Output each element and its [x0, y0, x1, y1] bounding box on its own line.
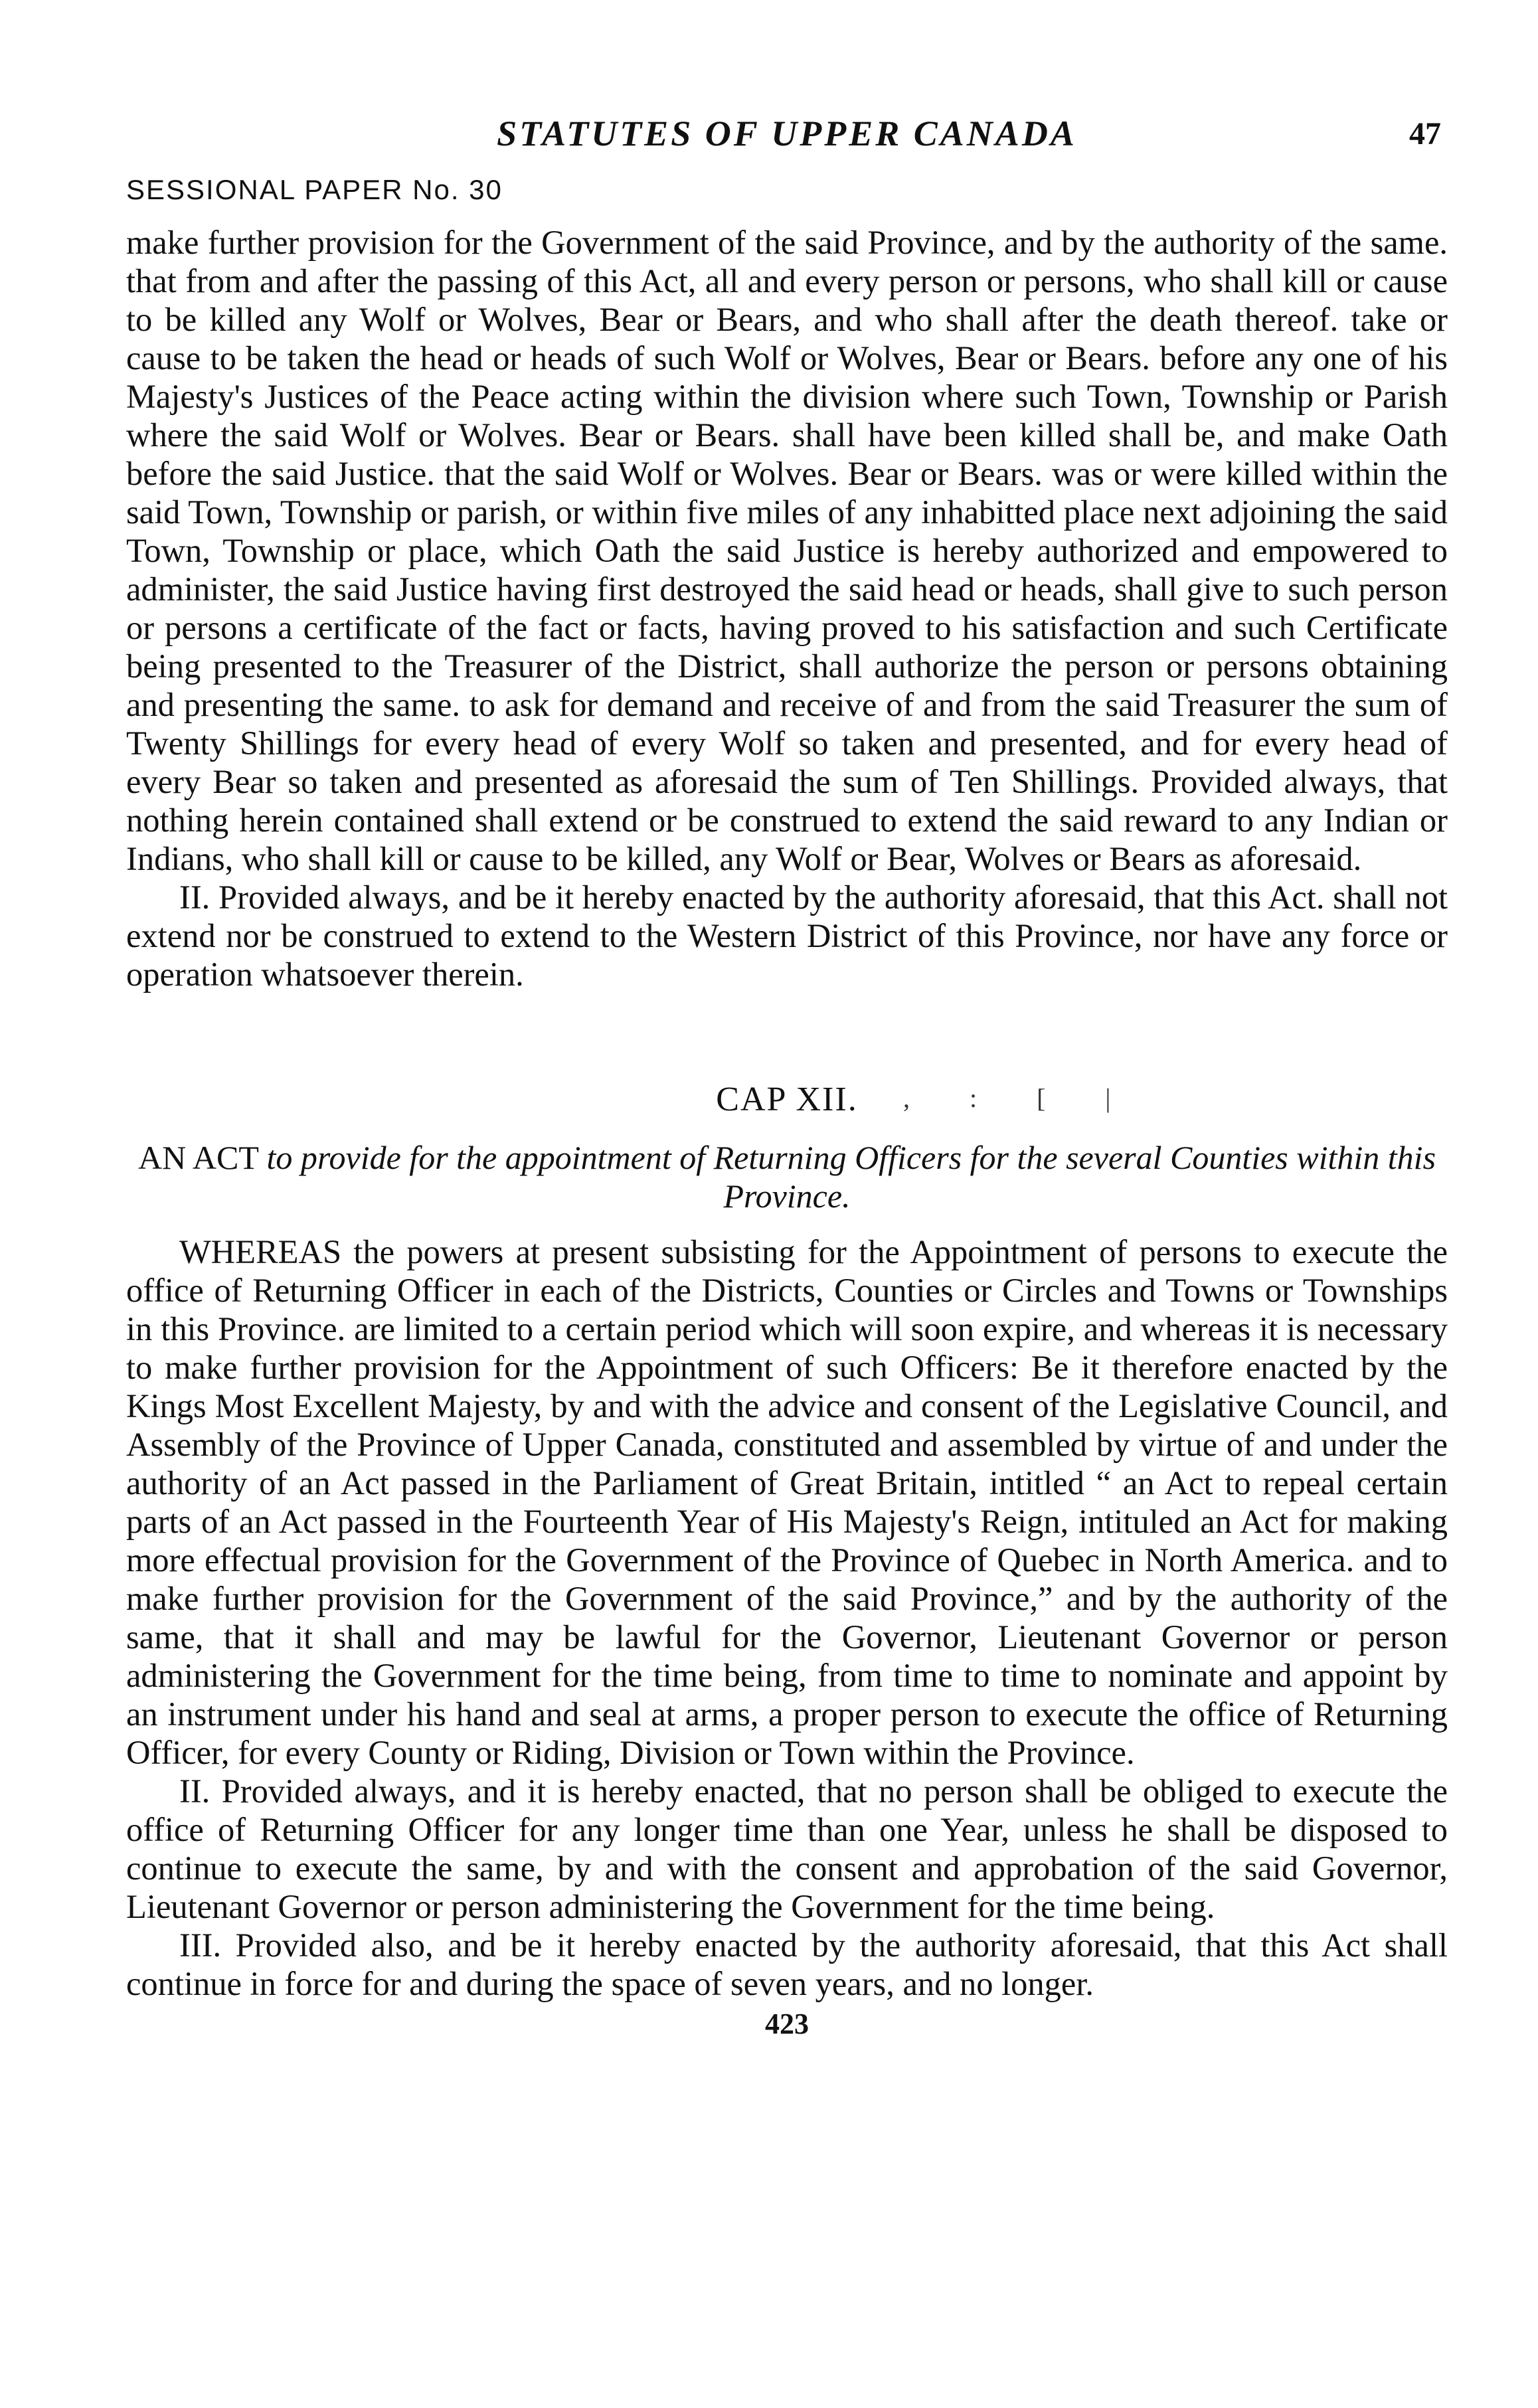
- page-number-bottom: 423: [765, 2008, 809, 2040]
- act-title-rest: to provide for the appointment of Returning Officers for the several Counties within this Province.: [266, 1139, 1436, 1215]
- running-head: [126, 100, 1448, 159]
- act-title: [126, 1138, 1448, 1215]
- stray-marks: , : [ |: [903, 1083, 1138, 1113]
- paragraph-continued: make further provision for the Government of the said Province, and by the authority of the same. that from and after the passing of this Act, all and every person or persons, who shall kill or cause to be killed any Wolf or Wolves, Bear or Bears, and who shall after the death thereof. take or cause to be taken the head or heads of such Wolf or Wolves, Bear or Bears. before any one of his Majesty's Justices of the Peace acting within the division where such Town, Township or Parish where the said Wolf or Wolves. Bear or Bears. shall have been killed shall be, and make Oath before the said Justice. that the said Wolf or Wolves. Bear or Bears. was or were killed within the said Town, Township or parish, or within five miles of any inhabitted place next adjoining the said Town, Township or place, which Oath the said Justice is hereby authorized and empowered to administer, the said Justice having first destroyed the said head or heads, shall give to such person or persons a certificate of the fact or facts, having proved to his satisfaction and such Certificate being presented to the Treasurer of the District, shall authorize the person or persons obtaining and presenting the same. to ask for demand and receive of and from the said Treasurer the sum of Twenty Shillings for every head of every Wolf so taken and presented, and for every head of every Bear so taken and presented as aforesaid the sum of Ten Shillings. Provided always, that nothing herein contained shall extend or be construed to extend the said reward to any Indian or Indians, who shall kill or cause to be killed, any Wolf or Bear, Wolves or Bears as aforesaid.: [126, 224, 1448, 877]
- spacer: [126, 993, 1448, 1073]
- section-preamble: WHEREAS the powers at present subsisting for the Appointment of persons to execute the office of Returning Officer in each of the Districts, Counties or Circles and Towns or Townships in this Province. are limited to a certain period which will soon expire, and whereas it is necessary to make further provision for the Appointment of such Officers: Be it therefore enacted by the Kings Most Excellent Majesty, by and with the advice and consent of the Legislative Council, and Assembly of the Province of Upper Canada, constituted and assembled by virtue of and under the authority of an Act passed in the Parliament of Great Britain, intitled “ an Act to repeal certain parts of an Act passed in the Fourteenth Year of His Majesty's Reign, intituled an Act for making more effectual provision for the Government of the Province of Quebec in North America. and to make further provision for the Government of the said Province,” and by the authority of the same, that it shall and may be lawful for the Governor, Lieutenant Governor or person administering the Government for the time being, from time to time to nominate and appoint by an instrument under his hand and seal at arms, a proper person to execute the office of Returning Officer, for every County or Riding, Division or Town within the Province.: [126, 1233, 1448, 1771]
- page-number-top: 47: [1409, 116, 1441, 151]
- chapter-title: CAP XII.: [716, 1080, 858, 1118]
- act-title-lead: AN ACT: [137, 1139, 259, 1176]
- section-3: III. Provided also, and be it hereby enacted by the authority aforesaid, that this Act shall continue in force for and during the space of seven years, and no longer.: [126, 1927, 1448, 2002]
- sessional-paper-label: SESSIONAL PAPER No. 30: [126, 174, 503, 205]
- paragraph-section-2: II. Provided always, and be it hereby enacted by the authority aforesaid, that this Act. shall not extend nor be construed to extend to the Western District of this Province, nor have any force or operation whatsoever therein.: [126, 879, 1448, 993]
- running-title: STATUTES OF UPPER CANADA: [497, 114, 1077, 153]
- chapter-heading: [126, 1073, 1448, 1126]
- section-2: II. Provided always, and it is hereby enacted, that no person shall be obliged to execute the office of Returning Officer for any longer time than one Year, unless he shall be disposed to continue to execute the same, by and with the consent and approbation of the said Governor, Lieutenant Governor or person administering the Government for the time being.: [126, 1772, 1448, 1925]
- document-page: [126, 100, 1448, 2397]
